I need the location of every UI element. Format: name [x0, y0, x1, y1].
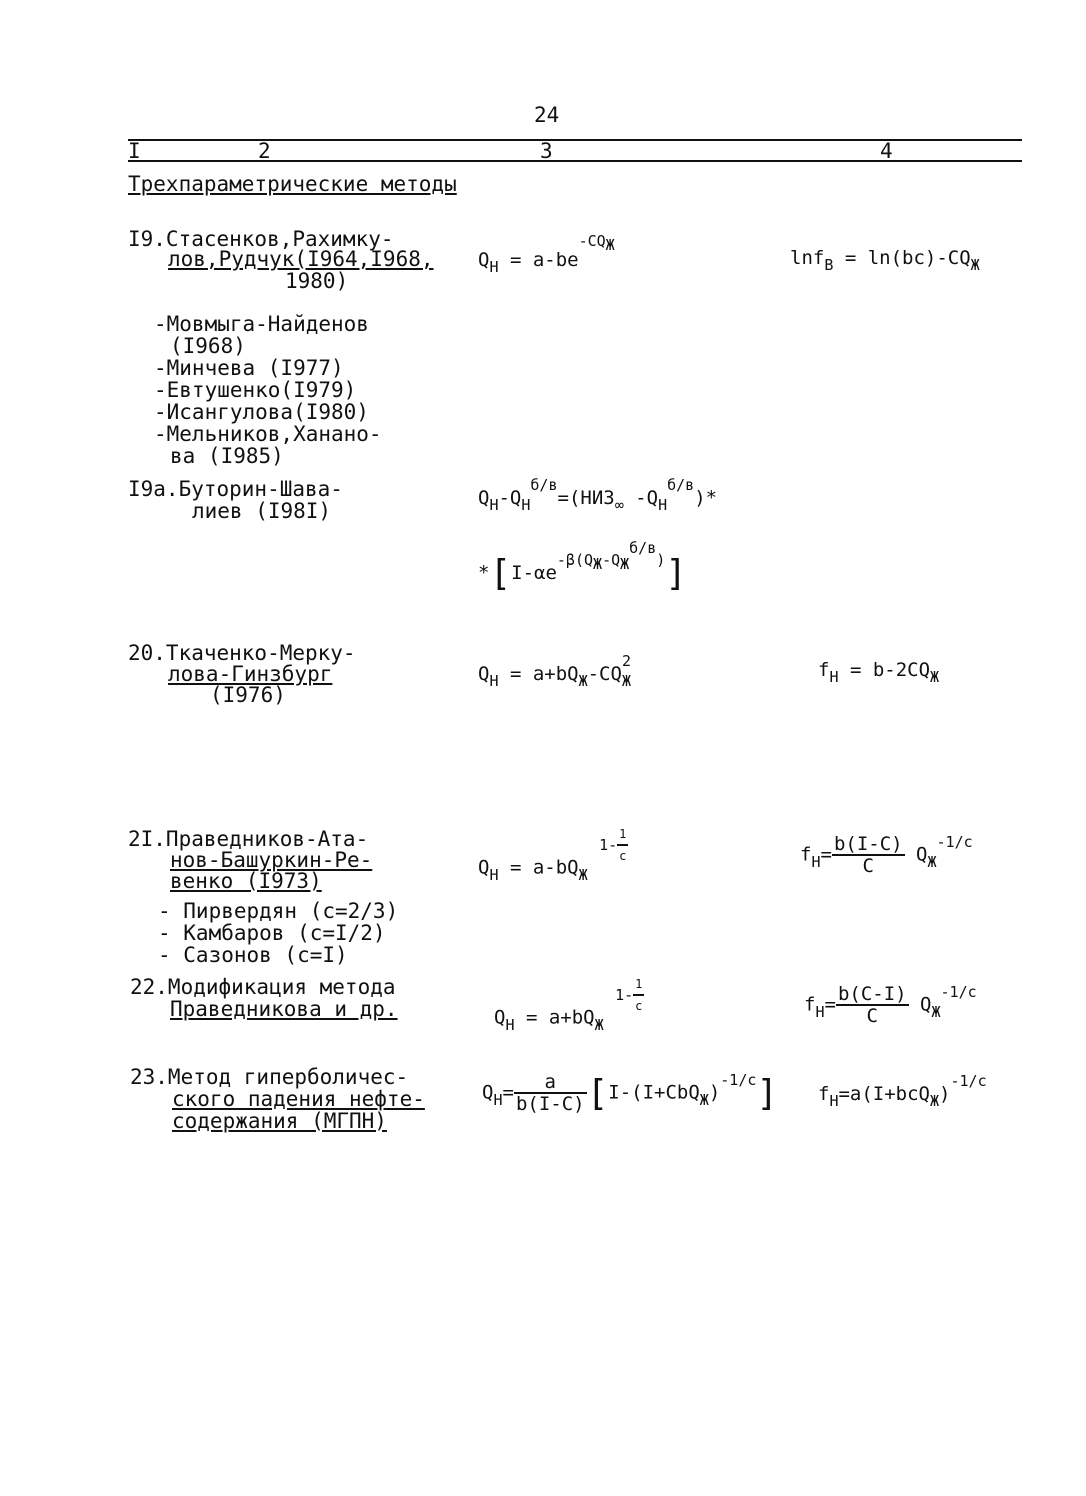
entry-20-formula-3: $Q_Н = a+bQ_Ж-CQ$ 2 $_Ж$: [478, 652, 631, 690]
entry-19-sub-author-4: -Евтушенко(I979): [154, 378, 357, 402]
entry-23-line2: ского падения нефте-: [172, 1087, 425, 1111]
entry-19-sub-author-7: ва (I985): [170, 444, 284, 468]
entry-21-line3: венко (I973): [170, 869, 322, 893]
entry-20-line3: (I976): [210, 683, 286, 707]
page-number: 24: [534, 103, 560, 127]
entry-23-line1: 23.Метод гиперболичес-: [130, 1065, 409, 1089]
entry-21-line1: 2I.Праведников-Ата-: [128, 827, 369, 851]
entry-19-formula-4: $\ln f_В = \ln(bc)-CQ_Ж$: [790, 247, 980, 274]
entry-20-line2: лова-Гинзбург: [168, 662, 333, 686]
column-header-2: 2: [258, 139, 271, 163]
entry-19a-line1: I9a.Буторин-Шава-: [128, 477, 343, 501]
entry-23-line3: содержания (МГПН): [172, 1109, 387, 1133]
entry-19-line1: I9.Стасенков,Рахимку-: [128, 227, 394, 251]
entry-21-sub-author-2: - Камбаров (c=I/2): [158, 921, 386, 945]
entry-23-formula-4: $f_Н=a(I+bcQ_Ж)^{-1/c}$: [818, 1072, 987, 1110]
entry-21-formula-4: $f_Н=$ $\frac{b(I-C)}{C}$ $Q_Ж^{-1/c}$: [800, 832, 973, 877]
entry-21-sub-author-3: - Сазонов (c=I): [158, 943, 348, 967]
entry-19-formula-3: $Q_Н = a-be^{-CQЖ}$: [478, 232, 615, 276]
entry-21-line2: нов-Башуркин-Ре-: [170, 848, 373, 872]
entry-19-line2: лов,Рудчук(I964,I968,: [168, 247, 434, 271]
entry-22-formula-4: $f_Н=$ $\frac{b(C-I)}{C}$ $Q_Ж^{-1/c}$: [804, 982, 977, 1027]
column-header-3: 3: [540, 139, 553, 163]
entry-21-sub-author-1: - Пирвердян (c=2/3): [158, 899, 399, 923]
entry-19-sub-author-6: -Мельников,Ханано-: [154, 422, 382, 446]
entry-19a-line2: лиев (I98I): [192, 499, 332, 523]
entry-19-line3: 1980): [285, 269, 349, 293]
entry-21-formula-3: $Q_Н = a-bQ_Ж$ $^{1- \frac{1}{c}}$: [478, 848, 628, 890]
column-header-1: I: [128, 139, 141, 163]
section-title: Трехпараметрические методы: [128, 172, 457, 196]
entry-22-line2: Праведникова и др.: [170, 997, 398, 1021]
entry-19-sub-author-2: (I968): [170, 334, 246, 358]
column-header-4: 4: [880, 139, 893, 163]
entry-19-sub-author-3: -Минчева (I977): [154, 356, 344, 380]
entry-19-sub-author-5: -Исангулова(I980): [154, 400, 369, 424]
entry-19a-formula-line1: $Q_Н-Q_Н^{б/в}=(НИЗ_\infty$ $-Q_Н^{б/в})*$: [478, 476, 718, 514]
entry-22-line1: 22.Модификация метода: [130, 975, 396, 999]
entry-19-sub-author-1: -Мовмыга-Найденов: [154, 312, 369, 336]
entry-19a-formula-line2: $*[I-\alpha e^{-\beta(QЖ-QЖб/в)}]$: [478, 539, 687, 594]
entry-23-formula-3: $Q_Н=$ $\frac{a}{b(I-C)}$ $[I-(I+CbQ_Ж)^{-1/c}]$: [482, 1070, 779, 1115]
entry-20-line1: 20.Ткаченко-Мерку-: [128, 641, 356, 665]
entry-22-formula-3: $Q_Н = a+bQ_Ж$ $^{1- \frac{1}{c}}$: [494, 998, 644, 1040]
entry-20-formula-4: $f_Н = b-2CQ_Ж$: [818, 659, 940, 686]
